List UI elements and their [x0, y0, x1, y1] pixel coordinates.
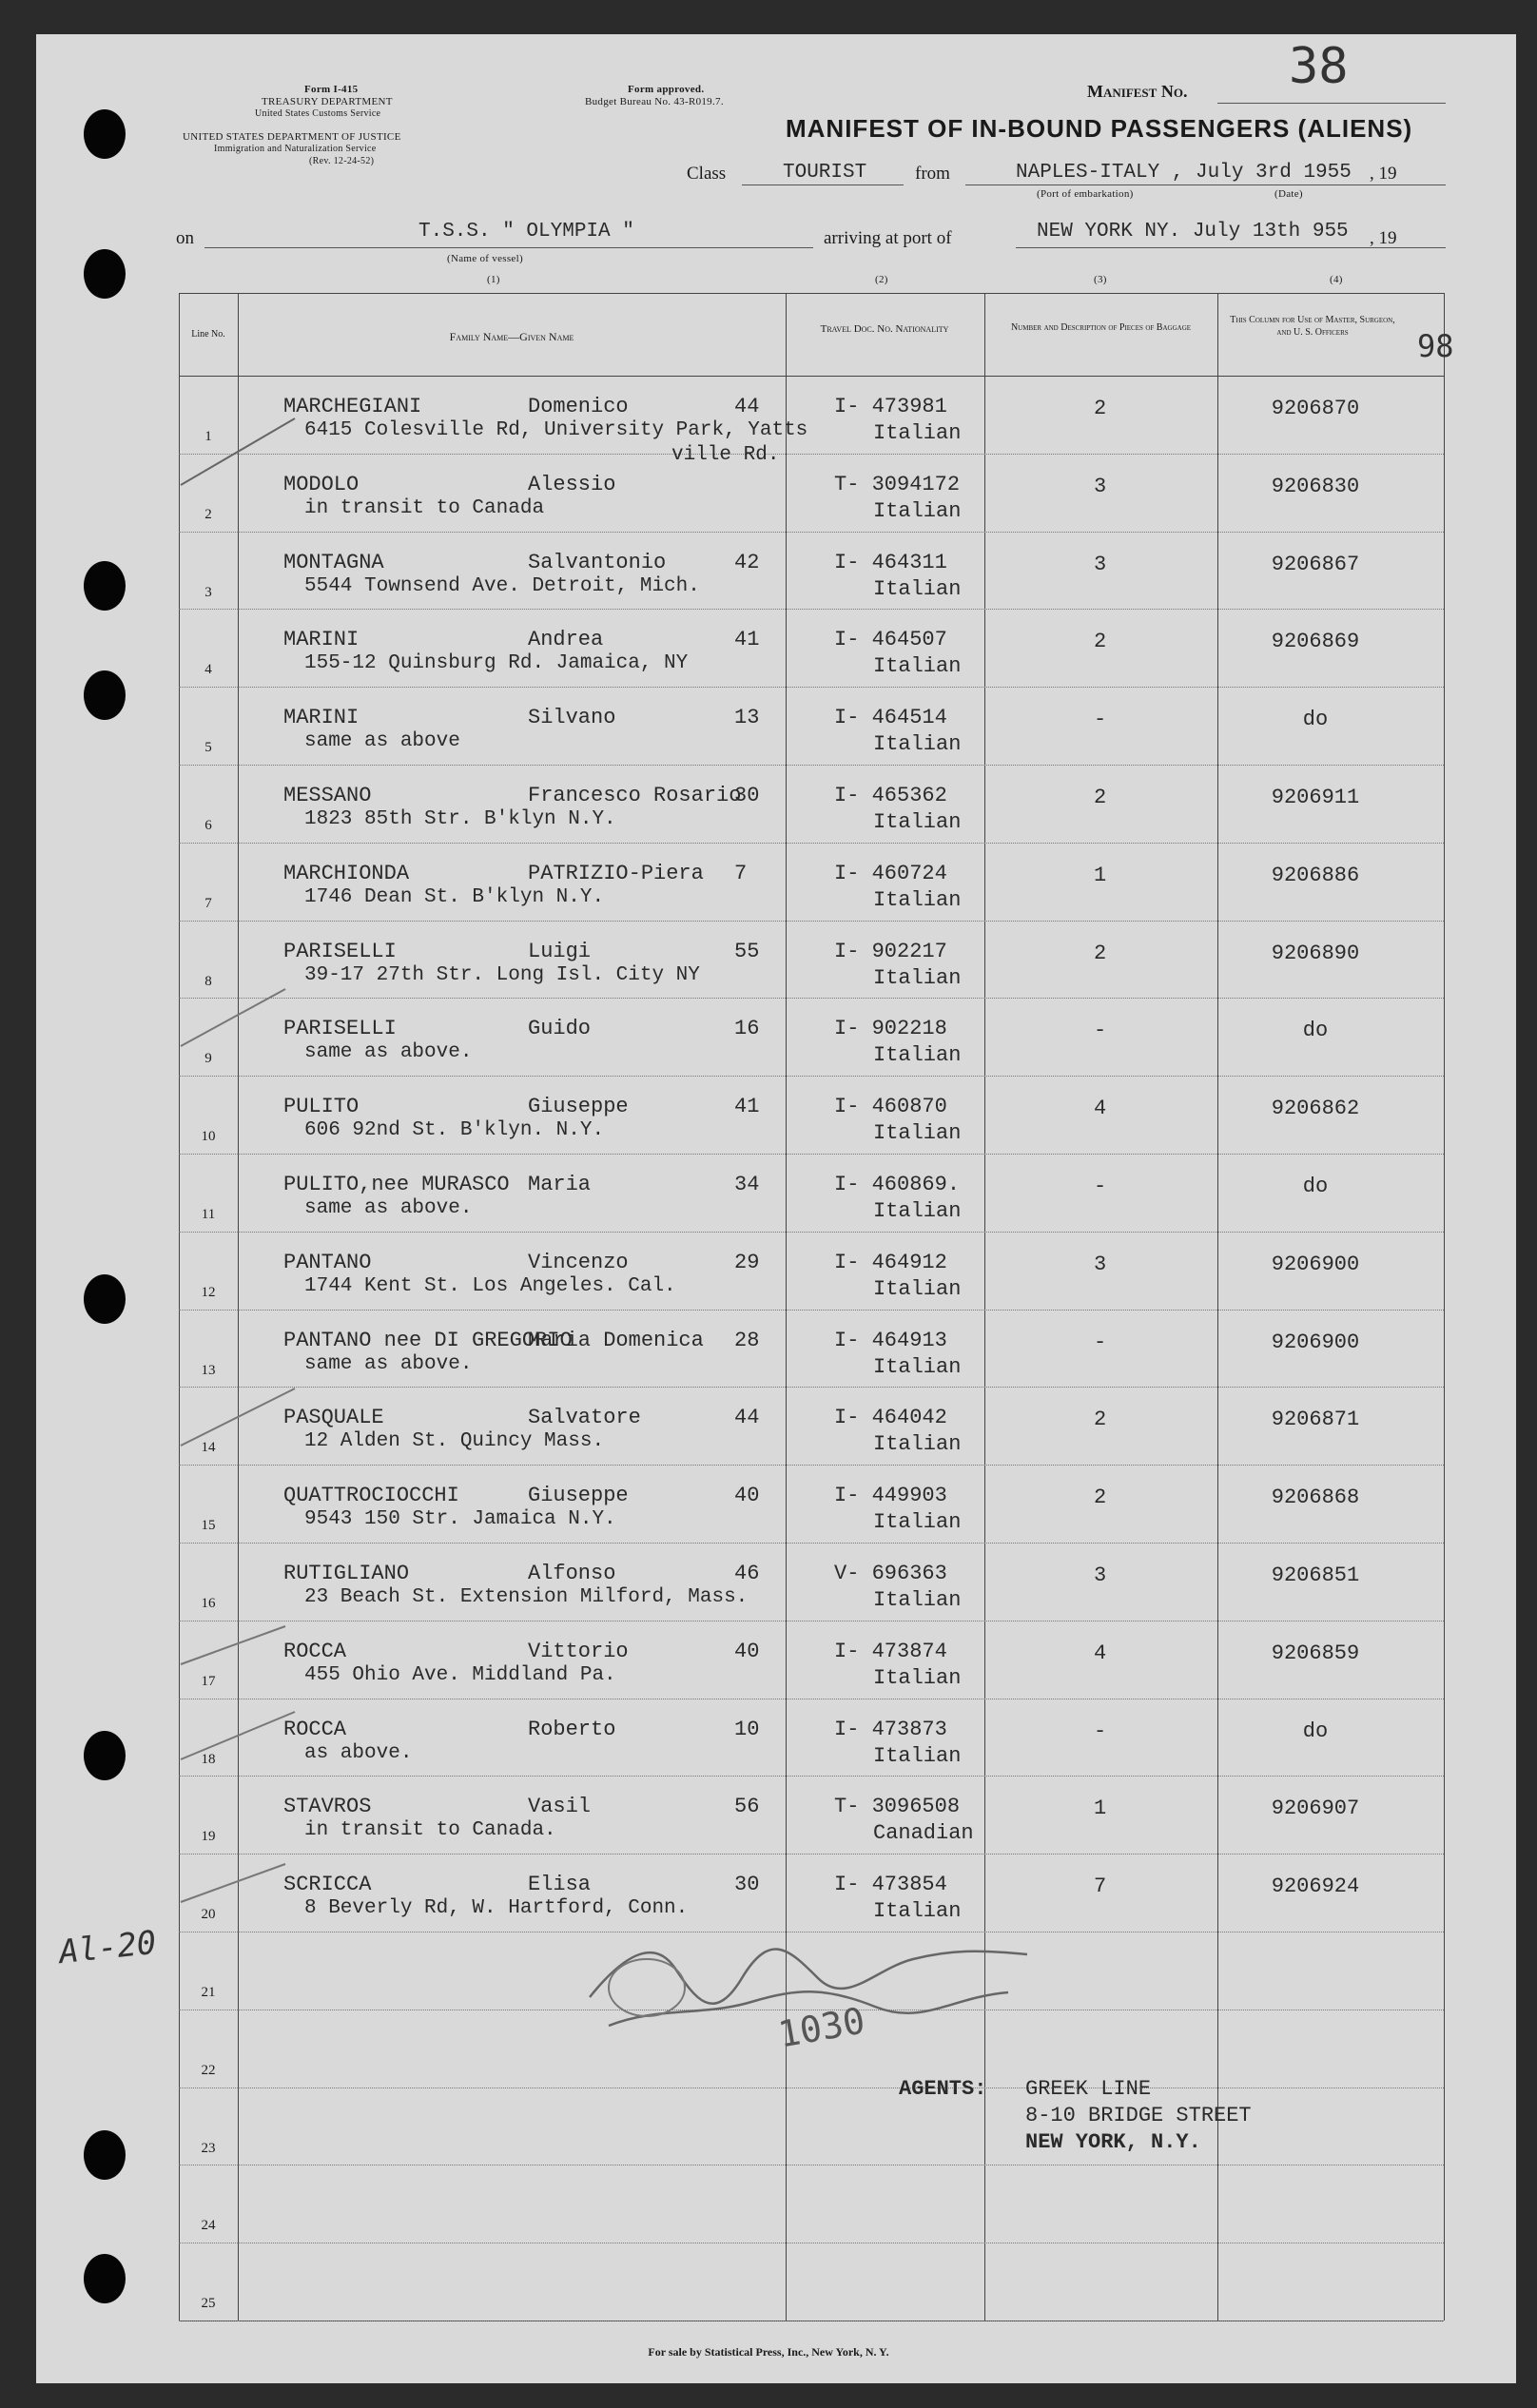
col-header-line: Line No. — [191, 329, 225, 340]
form-approved: Form approved. — [628, 84, 705, 95]
stamp-number: 1030 — [774, 1999, 868, 2056]
ins-service: Immigration and Naturalization Service — [214, 144, 377, 154]
nationality: Italian — [873, 1510, 962, 1535]
treasury-dept: TREASURY DEPARTMENT — [262, 96, 393, 107]
address: 6415 Colesville Rd, University Park, Yatts — [304, 419, 808, 441]
given-name: Andrea — [528, 628, 604, 652]
row-separator — [238, 1776, 1444, 1777]
baggage-count: - — [1094, 1719, 1107, 1743]
address: same as above. — [304, 1352, 473, 1375]
baggage-count: 7 — [1094, 1874, 1107, 1899]
baggage-count: 2 — [1094, 1486, 1107, 1510]
manifest-title: MANIFEST OF IN-BOUND PASSENGERS (ALIENS) — [786, 114, 1413, 143]
travel-doc-number: I- 902217 — [834, 939, 947, 963]
row-separator — [238, 1154, 1444, 1155]
officers-mark: 98 — [1417, 328, 1454, 364]
address: 1744 Kent St. Los Angeles. Cal. — [304, 1274, 676, 1297]
family-name: PANTANO — [283, 1250, 372, 1274]
given-name: PATRIZIO-Piera — [528, 861, 704, 885]
address: in transit to Canada. — [304, 1819, 556, 1842]
line-number: 20 — [201, 1907, 216, 1923]
baggage-count: 1 — [1094, 863, 1107, 887]
given-name: Vittorio — [528, 1639, 629, 1663]
nationality: Italian — [873, 654, 962, 679]
family-name: MARINI — [283, 706, 360, 730]
nationality: Canadian — [873, 1821, 974, 1846]
address: 39-17 27th Str. Long Isl. City NY — [304, 963, 700, 986]
margin-note: Al-20 — [57, 1923, 159, 1972]
col-2-label: (2) — [875, 274, 888, 285]
date-caption: (Date) — [1274, 188, 1303, 200]
address: 8 Beverly Rd, W. Hartford, Conn. — [304, 1897, 689, 1920]
line-number: 21 — [201, 1985, 216, 2000]
col-3-label: (3) — [1094, 274, 1107, 285]
address: 23 Beach St. Extension Milford, Mass. — [304, 1586, 749, 1608]
age: 40 — [734, 1484, 760, 1508]
family-name: MESSANO — [283, 784, 372, 807]
travel-doc-number: I- 460869. — [834, 1173, 961, 1196]
nationality: Italian — [873, 887, 962, 912]
travel-doc-number: I- 473981 — [834, 395, 947, 418]
address: 155-12 Quinsburg Rd. Jamaica, NY — [304, 652, 689, 675]
nationality: Italian — [873, 576, 962, 601]
family-name: MONTAGNA — [283, 550, 384, 574]
agents-label: AGENTS: — [899, 2077, 987, 2101]
given-name: Roberto — [528, 1717, 616, 1741]
nationality: Italian — [873, 732, 962, 757]
line-number: 17 — [201, 1673, 216, 1689]
agents-line-3: NEW YORK, N.Y. — [1025, 2130, 1201, 2154]
line-number: 24 — [201, 2218, 216, 2234]
line-number: 18 — [201, 1751, 216, 1767]
binder-hole — [84, 561, 126, 611]
line-number: 6 — [204, 818, 212, 833]
row-separator — [238, 1465, 1444, 1466]
vessel-name: T.S.S. " OLYMPIA " — [418, 221, 634, 243]
line-number: 7 — [204, 895, 212, 911]
line-number: 19 — [201, 1829, 216, 1845]
age: 28 — [734, 1328, 760, 1352]
agents-line-1: GREEK LINE — [1025, 2077, 1152, 2101]
baggage-count: 2 — [1094, 786, 1107, 809]
age: 44 — [734, 395, 760, 418]
form-number: Form I-415 — [304, 84, 359, 95]
given-name: Salvatore — [528, 1406, 641, 1430]
travel-doc-number: I- 465362 — [834, 784, 947, 807]
binder-hole — [84, 670, 126, 720]
travel-doc-number: I- 464913 — [834, 1328, 947, 1352]
nationality: Italian — [873, 965, 962, 990]
line-number: 25 — [201, 2296, 216, 2312]
col-1-label: (1) — [487, 274, 500, 285]
manifest-number: 38 — [1289, 38, 1349, 95]
nationality: Italian — [873, 1588, 962, 1612]
given-name: Francesco Rosario — [528, 784, 742, 807]
family-name: PARISELLI — [283, 1017, 397, 1041]
nationality: Italian — [873, 1043, 962, 1068]
nationality: Italian — [873, 1121, 962, 1146]
nationality: Italian — [873, 1665, 962, 1690]
age: 29 — [734, 1250, 760, 1274]
baggage-count: 2 — [1094, 941, 1107, 965]
baggage-count: 3 — [1094, 1563, 1107, 1587]
family-name: QUATTROCIOCCHI — [283, 1484, 459, 1508]
line-number: 3 — [204, 584, 212, 600]
row-separator — [238, 609, 1444, 610]
revision-date: (Rev. 12-24-52) — [309, 156, 375, 166]
officer-number: 9206924 — [1271, 1874, 1360, 1899]
given-name: Vasil — [528, 1795, 592, 1819]
family-name: SCRICCA — [283, 1873, 372, 1897]
embarkation-value: NAPLES-ITALY , July 3rd 1955 — [1016, 162, 1352, 184]
given-name: Domenico — [528, 395, 629, 418]
line-number: 8 — [204, 973, 212, 989]
line-number: 1 — [204, 429, 212, 444]
binder-hole — [84, 1274, 126, 1324]
row-separator — [238, 454, 1444, 455]
baggage-count: 4 — [1094, 1641, 1107, 1665]
officer-number: 9206886 — [1271, 863, 1360, 887]
address: 9543 150 Str. Jamaica N.Y. — [304, 1508, 616, 1531]
travel-doc-number: I- 464514 — [834, 706, 947, 730]
line-number: 23 — [201, 2140, 216, 2156]
row-separator — [238, 765, 1444, 766]
justice-dept: UNITED STATES DEPARTMENT OF JUSTICE — [183, 131, 401, 143]
arriving-label: arriving at port of — [824, 228, 952, 248]
travel-doc-number: I- 464042 — [834, 1406, 947, 1430]
officer-number: do — [1302, 1019, 1329, 1043]
travel-doc-number: I- 473854 — [834, 1873, 947, 1897]
binder-hole — [84, 2254, 126, 2303]
line-number: 2 — [204, 506, 212, 522]
on-label: on — [176, 228, 194, 248]
address: same as above. — [304, 1041, 473, 1064]
baggage-count: 3 — [1094, 552, 1107, 576]
family-name: MODOLO — [283, 472, 360, 496]
binder-hole — [84, 1731, 126, 1780]
col-header-name: Family Name—Given Name — [449, 330, 574, 343]
baggage-count: 4 — [1094, 1097, 1107, 1121]
family-name: MARINI — [283, 628, 360, 652]
age: 16 — [734, 1017, 760, 1041]
address: 1746 Dean St. B'klyn N.Y. — [304, 885, 605, 908]
officer-number: 9206868 — [1271, 1486, 1360, 1510]
col-header-travel: Travel Doc. No. Nationality — [820, 323, 949, 335]
row-separator — [238, 998, 1444, 999]
family-name: PANTANO nee DI GREGORIO — [283, 1328, 573, 1352]
officer-number: 9206851 — [1271, 1563, 1360, 1587]
family-name: ROCCA — [283, 1639, 347, 1663]
from-label: from — [915, 164, 950, 184]
line-number: 11 — [201, 1207, 216, 1222]
given-name: Salvantonio — [528, 550, 667, 574]
line-number: 12 — [201, 1284, 216, 1300]
family-name: ROCCA — [283, 1717, 347, 1741]
line-number: 4 — [204, 662, 212, 678]
age: 7 — [734, 861, 748, 885]
nationality: Italian — [873, 421, 962, 445]
officer-number: 9206900 — [1271, 1330, 1360, 1354]
officer-number: 9206871 — [1271, 1408, 1360, 1432]
col-header-officers: This Column for Use of Master, Surgeon, and U. S. Officers — [1230, 315, 1395, 338]
officer-number: 9206907 — [1271, 1796, 1360, 1821]
class-label: Class — [687, 164, 727, 184]
line-number: 9 — [204, 1051, 212, 1067]
address: 12 Alden St. Quincy Mass. — [304, 1430, 605, 1453]
budget-bureau: Budget Bureau No. 43-R019.7. — [585, 96, 724, 107]
family-name: RUTIGLIANO — [283, 1562, 410, 1585]
age: 10 — [734, 1717, 760, 1741]
family-name: MARCHEGIANI — [283, 395, 422, 418]
given-name: Maria Domenica — [528, 1328, 704, 1352]
travel-doc-number: I- 449903 — [834, 1484, 947, 1508]
age: 56 — [734, 1795, 760, 1819]
age: 44 — [734, 1406, 760, 1430]
given-name: Giuseppe — [528, 1095, 629, 1119]
address: 606 92nd St. B'klyn. N.Y. — [304, 1119, 605, 1142]
binder-hole — [84, 249, 126, 299]
row-separator — [238, 1232, 1444, 1233]
travel-doc-number: I- 464912 — [834, 1250, 947, 1274]
nationality: Italian — [873, 1899, 962, 1924]
year-suffix-2: , 19 — [1370, 228, 1397, 248]
travel-doc-number: I- 460724 — [834, 861, 947, 885]
nationality: Italian — [873, 1432, 962, 1457]
line-number: 5 — [204, 740, 212, 756]
given-name: Maria — [528, 1173, 592, 1196]
travel-doc-number: I- 473873 — [834, 1717, 947, 1741]
baggage-count: - — [1094, 1175, 1107, 1198]
row-separator — [238, 687, 1444, 688]
officer-number: 9206890 — [1271, 941, 1360, 965]
nationality: Italian — [873, 1354, 962, 1379]
family-name: PASQUALE — [283, 1406, 384, 1430]
baggage-count: 2 — [1094, 630, 1107, 654]
line-number: 14 — [201, 1440, 216, 1456]
baggage-count: 1 — [1094, 1796, 1107, 1821]
given-name: Guido — [528, 1017, 592, 1041]
manifest-no-label: Manifest No. — [1087, 82, 1188, 101]
binder-hole — [84, 2130, 126, 2180]
officer-number: 9206870 — [1271, 397, 1360, 420]
age: 55 — [734, 939, 760, 963]
year-suffix: , 19 — [1370, 164, 1397, 184]
travel-doc-number: I- 464507 — [834, 628, 947, 652]
address: 1823 85th Str. B'klyn N.Y. — [304, 808, 616, 830]
row-separator — [238, 1543, 1444, 1544]
travel-doc-number: I- 473874 — [834, 1639, 947, 1663]
officer-number: 9206830 — [1271, 474, 1360, 498]
binder-hole — [84, 109, 126, 159]
row-separator — [238, 1621, 1444, 1622]
given-name: Luigi — [528, 939, 592, 963]
family-name: PULITO — [283, 1095, 360, 1119]
address: as above. — [304, 1741, 413, 1764]
given-name: Alessio — [528, 472, 616, 496]
arrival-value: NEW YORK NY. July 13th 955 — [1037, 221, 1349, 243]
baggage-count: - — [1094, 708, 1107, 732]
officer-number: do — [1302, 708, 1329, 732]
row-separator — [238, 921, 1444, 922]
line-number: 16 — [201, 1596, 216, 1611]
class-value: TOURIST — [783, 162, 867, 184]
given-name: Giuseppe — [528, 1484, 629, 1508]
line-number: 13 — [201, 1362, 216, 1378]
officer-number: do — [1302, 1719, 1329, 1743]
officer-number: 9206859 — [1271, 1641, 1360, 1665]
col-header-baggage: Number and Description of Pieces of Baggage — [1010, 322, 1192, 333]
nationality: Italian — [873, 1199, 962, 1223]
travel-doc-number: V- 696363 — [834, 1562, 947, 1585]
family-name: PULITO,nee MURASCO — [283, 1173, 510, 1196]
family-name: MARCHIONDA — [283, 861, 410, 885]
address: same as above — [304, 730, 460, 753]
vessel-caption: (Name of vessel) — [447, 253, 523, 264]
age: 30 — [734, 1873, 760, 1897]
travel-doc-number: I- 460870 — [834, 1095, 947, 1119]
nationality: Italian — [873, 1743, 962, 1768]
address-continued: ville Rd. — [671, 444, 780, 466]
nationality: Italian — [873, 498, 962, 523]
age: 40 — [734, 1639, 760, 1663]
address: in transit to Canada — [304, 496, 545, 519]
age: 30 — [734, 784, 760, 807]
row-separator — [238, 1854, 1444, 1855]
travel-doc-number: T- 3094172 — [834, 472, 961, 496]
baggage-count: 2 — [1094, 397, 1107, 420]
footer-printer: For sale by Statistical Press, Inc., New York, N. Y. — [648, 2345, 889, 2359]
row-separator — [238, 532, 1444, 533]
family-name: PARISELLI — [283, 939, 397, 963]
age: 34 — [734, 1173, 760, 1196]
officer-number: do — [1302, 1175, 1329, 1198]
given-name: Alfonso — [528, 1562, 616, 1585]
age: 46 — [734, 1562, 760, 1585]
baggage-count: 2 — [1094, 1408, 1107, 1432]
line-number: 22 — [201, 2062, 216, 2078]
port-caption: (Port of embarkation) — [1037, 188, 1134, 200]
line-number: 10 — [201, 1129, 216, 1145]
given-name: Vincenzo — [528, 1250, 629, 1274]
col-4-label: (4) — [1330, 274, 1343, 285]
check-ticks — [171, 399, 361, 2016]
travel-doc-number: I- 464311 — [834, 550, 947, 574]
row-separator — [238, 1310, 1444, 1311]
row-separator — [238, 1076, 1444, 1077]
agents-line-2: 8-10 BRIDGE STREET — [1025, 2104, 1252, 2127]
address: 5544 Townsend Ave. Detroit, Mich. — [304, 574, 700, 597]
officer-number: 9206911 — [1271, 786, 1360, 809]
baggage-count: - — [1094, 1019, 1107, 1043]
age: 41 — [734, 628, 760, 652]
address: 455 Ohio Ave. Middland Pa. — [304, 1663, 616, 1686]
officer-number: 9206862 — [1271, 1097, 1360, 1121]
baggage-count: 3 — [1094, 474, 1107, 498]
line-number: 15 — [201, 1518, 216, 1534]
given-name: Elisa — [528, 1873, 592, 1897]
family-name: STAVROS — [283, 1795, 372, 1819]
baggage-count: 3 — [1094, 1252, 1107, 1276]
baggage-count: - — [1094, 1330, 1107, 1354]
travel-doc-number: T- 3096508 — [834, 1795, 961, 1819]
nationality: Italian — [873, 1276, 962, 1301]
row-separator — [238, 843, 1444, 844]
travel-doc-number: I- 902218 — [834, 1017, 947, 1041]
age: 41 — [734, 1095, 760, 1119]
row-separator — [238, 1387, 1444, 1388]
address: same as above. — [304, 1197, 473, 1219]
nationality: Italian — [873, 810, 962, 834]
customs-service: United States Customs Service — [255, 108, 381, 119]
officer-number: 9206867 — [1271, 552, 1360, 576]
age: 13 — [734, 706, 760, 730]
given-name: Silvano — [528, 706, 616, 730]
age: 42 — [734, 550, 760, 574]
officer-number: 9206900 — [1271, 1252, 1360, 1276]
officer-number: 9206869 — [1271, 630, 1360, 654]
